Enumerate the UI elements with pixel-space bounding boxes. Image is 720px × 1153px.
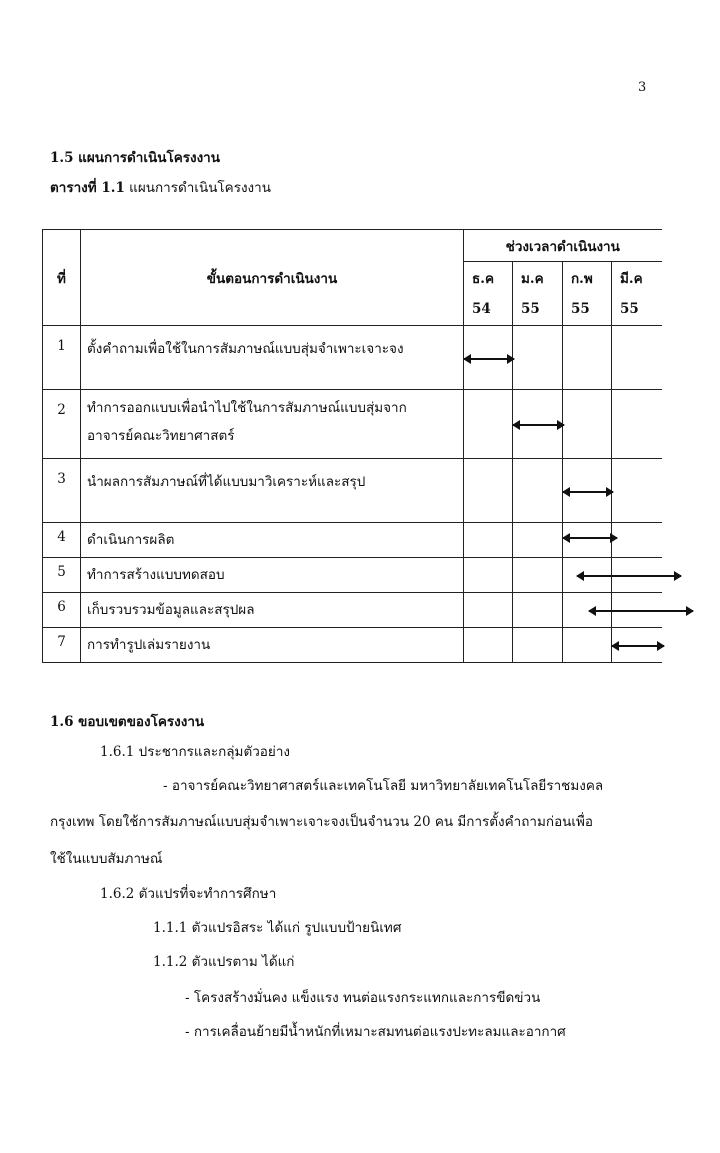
section-heading-plan: 1.5 แผนการดำเนินโครงงาน bbox=[50, 150, 220, 166]
row-step: นำผลการสัมภาษณ์ที่ได้แบบมาวิเคราะห์และสรุป bbox=[81, 459, 464, 523]
paragraph-line: ใช้ในแบบสัมภาษณ์ bbox=[50, 851, 163, 867]
variable-item: 1.1.2 ตัวแปรตาม ได้แก่ bbox=[153, 954, 295, 970]
period-cell bbox=[464, 558, 513, 593]
variable-item: 1.1.1 ตัวแปรอิสระ ได้แก่ รูปแบบป้ายนิเทศ bbox=[153, 920, 402, 936]
row-step: ตั้งคำถามเพื่อใช้ในการสัมภาษณ์แบบสุ่มจำเพาะเจาะจง bbox=[81, 326, 464, 390]
year-header: 54 bbox=[464, 294, 513, 326]
period-cell bbox=[464, 459, 513, 523]
period-cell bbox=[563, 523, 612, 558]
period-cell bbox=[563, 558, 612, 593]
year-header: 55 bbox=[563, 294, 612, 326]
table-row bbox=[43, 628, 662, 663]
row-step: ทำการออกแบบเพื่อนำไปใช้ในการสัมภาษณ์แบบสุ่มจาก อาจารย์คณะวิทยาศาสตร์ bbox=[81, 390, 464, 459]
table-row bbox=[43, 459, 662, 523]
table-caption-label: ตารางที่ 1.1 bbox=[50, 180, 125, 196]
table-caption-text: แผนการดำเนินโครงงาน bbox=[129, 180, 271, 196]
row-step: เก็บรวบรวมข้อมูลและสรุปผล bbox=[81, 593, 464, 628]
period-cell bbox=[612, 390, 662, 459]
row-number: 5 bbox=[43, 558, 81, 593]
period-cell bbox=[464, 390, 513, 459]
period-cell bbox=[464, 628, 513, 663]
table-row bbox=[43, 326, 662, 390]
paragraph-line: กรุงเทพ โดยใช้การสัมภาษณ์แบบสุ่มจำเพาะเจาะจงเป็นจำนวน 20 คน มีการตั้งคำถามก่อนเพื่อ bbox=[50, 814, 594, 830]
month-header: ก.พ bbox=[563, 262, 612, 294]
period-cell bbox=[563, 326, 612, 390]
table-row bbox=[43, 523, 662, 558]
bullet-item: - การเคลื่อนย้ายมีน้ำหนักที่เหมาะสมทนต่อแรงปะทะลมและอากาศ bbox=[185, 1024, 566, 1040]
period-cell bbox=[513, 523, 563, 558]
period-cell bbox=[513, 558, 563, 593]
header-period: ช่วงเวลาดำเนินงาน bbox=[464, 230, 662, 262]
plan-table bbox=[42, 229, 662, 663]
period-cell bbox=[612, 326, 662, 390]
period-cell bbox=[464, 523, 513, 558]
subsection-title: 1.6.1 ประชากรและกลุ่มตัวอย่าง bbox=[100, 744, 290, 760]
year-header: 55 bbox=[612, 294, 662, 326]
month-header: ธ.ค bbox=[464, 262, 513, 294]
row-number: 7 bbox=[43, 628, 81, 663]
row-step: ทำการสร้างแบบทดสอบ bbox=[81, 558, 464, 593]
table-row bbox=[43, 558, 662, 593]
timeline-arrow bbox=[563, 491, 613, 493]
period-cell bbox=[612, 558, 662, 593]
timeline-arrow bbox=[513, 424, 564, 426]
period-cell bbox=[612, 523, 662, 558]
period-cell bbox=[513, 459, 563, 523]
row-step: การทำรูปเล่มรายงาน bbox=[81, 628, 464, 663]
month-header: มี.ค bbox=[612, 262, 662, 294]
bullet-item: - โครงสร้างมั่นคง แข็งแรง ทนต่อแรงกระแทกและการขีดข่วน bbox=[185, 990, 541, 1006]
paragraph-line: - อาจารย์คณะวิทยาศาสตร์และเทคโนโลยี มหาวิทยาลัยเทคโนโลยีราชมงคล bbox=[163, 778, 604, 794]
period-cell bbox=[513, 628, 563, 663]
period-cell bbox=[513, 390, 563, 459]
row-number: 2 bbox=[43, 390, 81, 459]
period-cell bbox=[513, 593, 563, 628]
page-number: 3 bbox=[638, 80, 647, 95]
timeline-arrow bbox=[563, 537, 617, 539]
period-cell bbox=[464, 326, 513, 390]
subsection-title: 1.6.2 ตัวแปรที่จะทำการศึกษา bbox=[100, 886, 277, 902]
period-cell bbox=[464, 593, 513, 628]
row-number: 1 bbox=[43, 326, 81, 390]
month-header: ม.ค bbox=[513, 262, 563, 294]
period-cell bbox=[563, 390, 612, 459]
timeline-arrow bbox=[612, 645, 664, 647]
header-step: ขั้นตอนการดำเนินงาน bbox=[81, 230, 464, 326]
period-cell bbox=[513, 326, 563, 390]
period-cell bbox=[612, 593, 662, 628]
period-cell bbox=[612, 628, 662, 663]
row-number: 6 bbox=[43, 593, 81, 628]
row-step: ดำเนินการผลิต bbox=[81, 523, 464, 558]
period-cell bbox=[563, 628, 612, 663]
table-caption bbox=[50, 176, 271, 198]
period-cell bbox=[612, 459, 662, 523]
row-number: 4 bbox=[43, 523, 81, 558]
header-no: ที่ bbox=[43, 230, 81, 326]
section-heading-scope: 1.6 ขอบเขตของโครงงาน bbox=[50, 714, 205, 730]
timeline-arrow bbox=[464, 358, 514, 360]
period-cell bbox=[563, 459, 612, 523]
table-row bbox=[43, 390, 662, 459]
row-number: 3 bbox=[43, 459, 81, 523]
period-cell bbox=[563, 593, 612, 628]
table-row bbox=[43, 593, 662, 628]
year-header: 55 bbox=[513, 294, 563, 326]
